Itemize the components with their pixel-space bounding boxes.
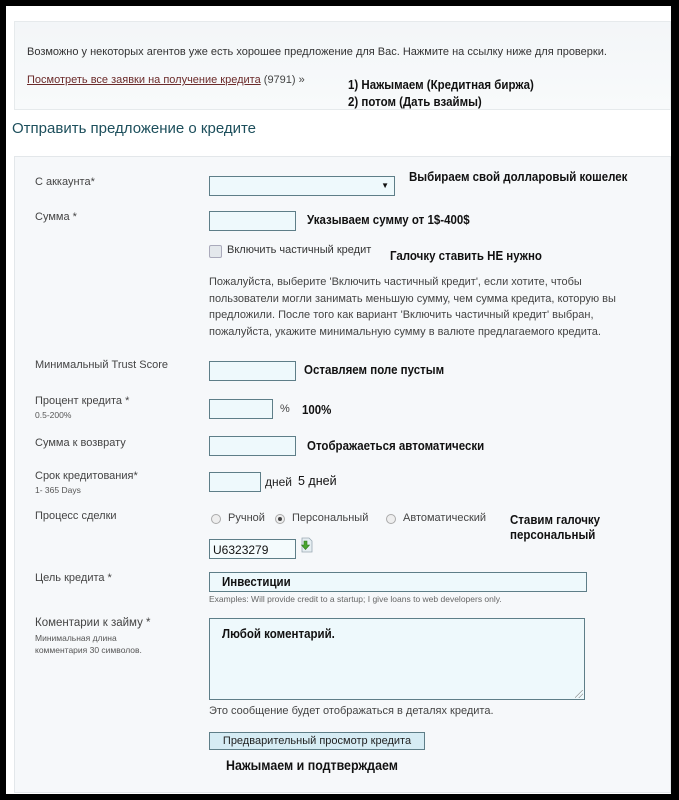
- annotation-step-1: 1) Нажымаем (Кредитная биржа): [348, 78, 534, 92]
- user-id-input[interactable]: [209, 539, 296, 559]
- dropdown-arrow-icon: ▼: [381, 181, 389, 190]
- requests-count: (9791) »: [263, 74, 305, 86]
- trust-score-input[interactable]: [209, 361, 296, 381]
- annotation-account: Выбираем свой долларовый кошелек: [409, 170, 628, 184]
- amount-label: Сумма *: [35, 211, 77, 223]
- purpose-input[interactable]: [209, 572, 587, 592]
- notice-link-row: [27, 74, 305, 86]
- purpose-label: Цель кредита *: [35, 572, 112, 584]
- annotation-process-2: персональный: [510, 528, 596, 542]
- annotation-button: Нажымаем и подтверждаем: [226, 758, 398, 773]
- repay-label: Сумма к возврату: [35, 437, 126, 449]
- comment-hint-1: Минимальная длина: [35, 633, 117, 643]
- percent-label-text: Процент кредита *: [35, 395, 130, 407]
- annotation-percent: 100%: [302, 403, 332, 417]
- process-label: Процесс сделки: [35, 510, 117, 522]
- comment-value: Любой коментарий.: [222, 627, 335, 641]
- annotation-partial: Галочку ставить НЕ нужно: [390, 249, 542, 263]
- annotation-term: 5 дней: [298, 474, 337, 488]
- amount-input[interactable]: [209, 211, 296, 231]
- term-hint: 1- 365 Days: [35, 485, 81, 495]
- radio-manual[interactable]: [211, 514, 221, 524]
- trust-score-label: Минимальный Trust Score: [35, 359, 168, 371]
- comment-label: [35, 617, 151, 655]
- term-input[interactable]: [209, 472, 261, 492]
- radio-personal-label[interactable]: Персональный: [292, 512, 369, 524]
- radio-manual-label[interactable]: Ручной: [228, 512, 265, 524]
- comment-hint-2: комментария 30 символов.: [35, 645, 142, 655]
- partial-credit-label[interactable]: Включить частичный кредит: [227, 244, 372, 256]
- user-id-value: U6323279: [213, 543, 269, 557]
- annotation-process-1: Ставим галочку: [510, 513, 601, 527]
- percent-label: [35, 395, 129, 420]
- radio-automatic[interactable]: [386, 514, 396, 524]
- comment-info: Это сообщение будет отображаться в деталях кредита.: [209, 705, 494, 717]
- notice-message: Возможно у некоторых агентов уже есть хорошее предложение для Вас. Нажмите на ссылку ниже для проверки.: [27, 46, 607, 58]
- page-title: Отправить предложение о кредите: [12, 120, 257, 137]
- page: [6, 6, 671, 794]
- annotation-step-2: 2) потом (Дать взаймы): [348, 95, 482, 109]
- term-unit: дней: [265, 475, 293, 489]
- percent-unit: %: [280, 403, 290, 415]
- purpose-value: Инвестиции: [222, 575, 291, 589]
- download-icon[interactable]: [299, 537, 313, 553]
- offers-notice: [14, 21, 671, 110]
- partial-credit-checkbox[interactable]: [209, 245, 222, 258]
- account-label: С аккаунта*: [35, 176, 95, 188]
- account-select[interactable]: [209, 176, 395, 196]
- annotation-trust-score: Оставляем поле пустым: [304, 363, 445, 377]
- loan-offer-form: [14, 156, 671, 793]
- comment-textarea[interactable]: [209, 618, 585, 700]
- term-label: [35, 470, 138, 495]
- resize-grip-icon[interactable]: [575, 690, 583, 698]
- annotation-repay: Отображаеться автоматически: [307, 439, 485, 453]
- percent-hint: 0.5-200%: [35, 410, 72, 420]
- comment-label-text: Коментарии к займу *: [35, 617, 151, 629]
- term-label-text: Срок кредитования*: [35, 470, 138, 482]
- repay-input[interactable]: [209, 436, 296, 456]
- radio-personal[interactable]: [275, 514, 285, 524]
- percent-input[interactable]: [209, 399, 273, 419]
- preview-loan-button[interactable]: Предварительный просмотр кредита: [209, 732, 425, 750]
- annotation-amount: Указываем сумму от 1$-400$: [307, 213, 470, 227]
- partial-credit-help: Пожалуйста, выберите 'Включить частичный кредит', если хотите, чтобы пользователи могли занимать меньшую сумму, чем сумма кредита, которую вы предложили. После того как вариант 'Включить частичный кредит' выбран, пожалуйста, укажите минимальную сумму в валюте предлагаемого кредита.: [209, 276, 616, 338]
- view-all-requests-link[interactable]: Посмотреть все заявки на получение кредита: [27, 74, 261, 86]
- purpose-example: Examples: Will provide credit to a startup; I give loans to web developers only.: [209, 594, 502, 604]
- radio-automatic-label[interactable]: Автоматический: [403, 512, 487, 524]
